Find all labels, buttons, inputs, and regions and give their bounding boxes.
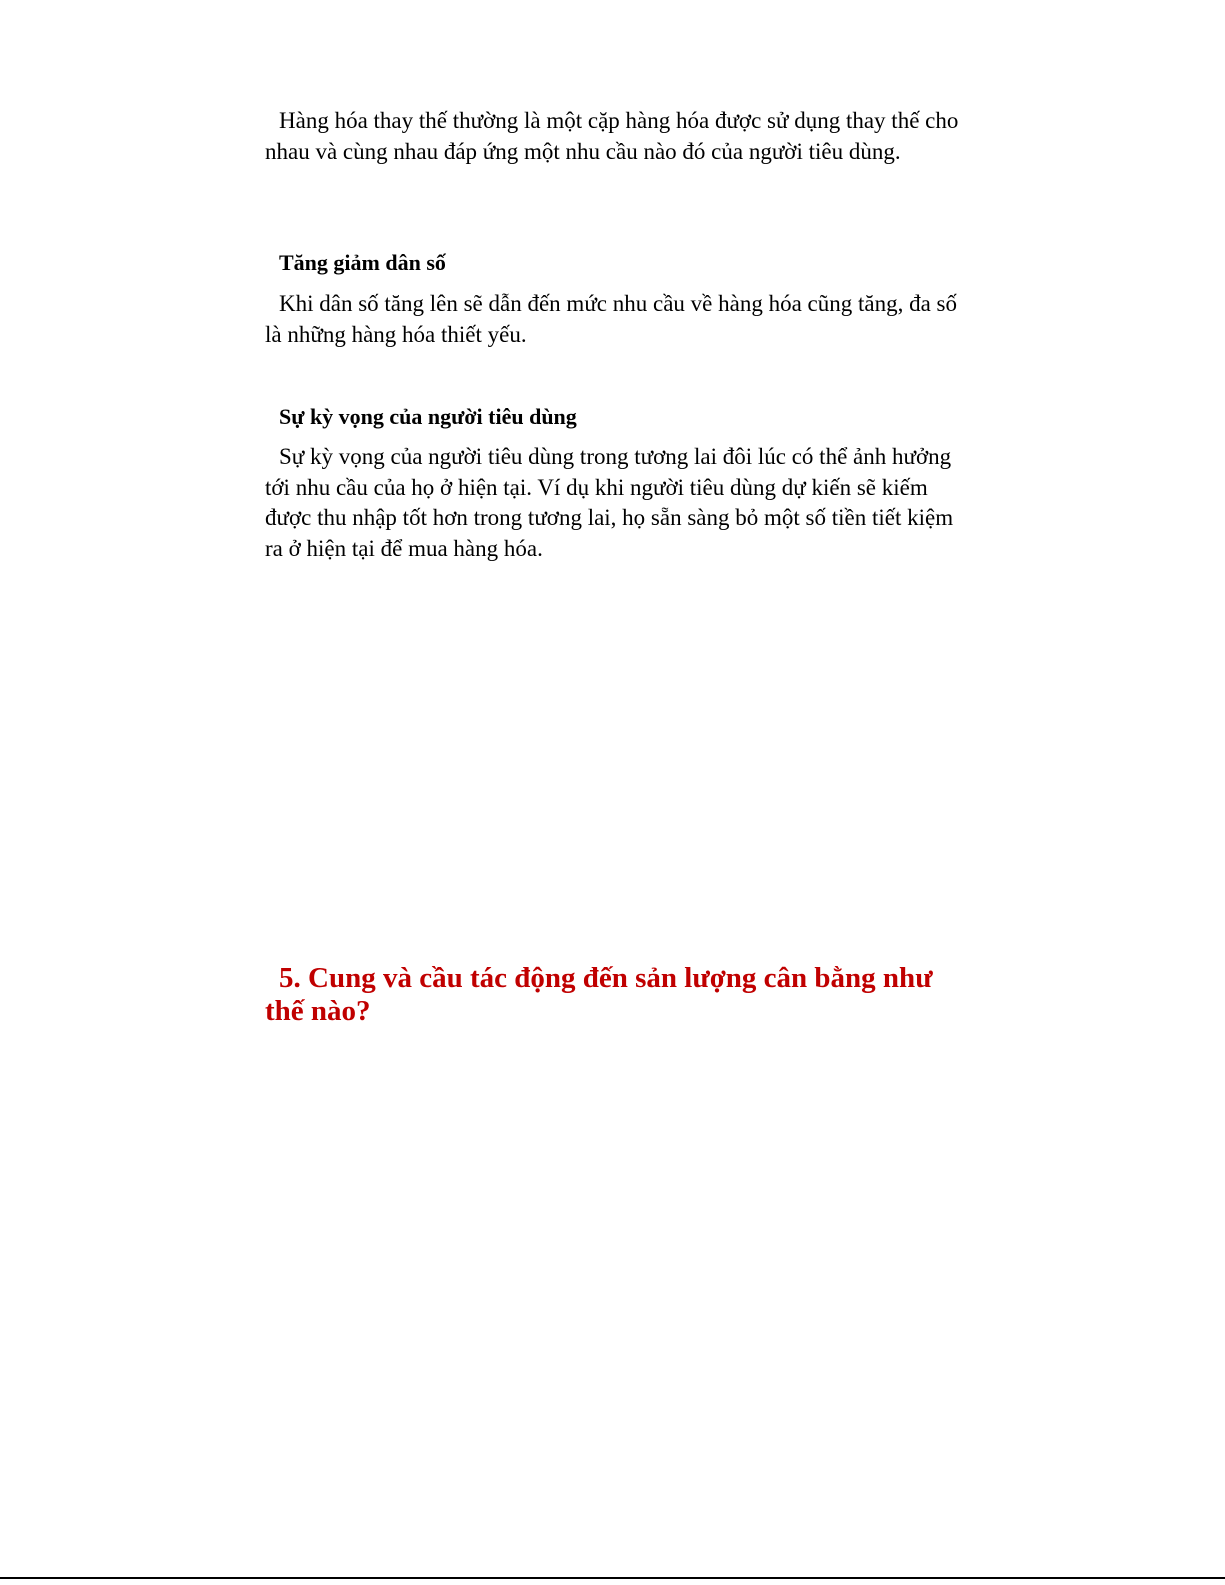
substitute-goods-paragraph: Hàng hóa thay thế thường là một cặp hàng hóa được sử dụng thay thế cho nhau và cùng nhau đáp ứng một nhu cầu nào đó của người tiêu dùng. [265,108,959,164]
expectations-heading: Sự kỳ vọng của người tiêu dùng [279,404,577,429]
population-heading: Tăng giảm dân số [279,250,446,275]
expectations-paragraph: Sự kỳ vọng của người tiêu dùng trong tương lai đôi lúc có thể ảnh hưởng tới nhu cầu của họ ở hiện tại. Ví dụ khi người tiêu dùng dự kiến sẽ kiếm được thu nhập tốt hơn trong tương lai, họ sẵn sàng bỏ một số tiền tiết kiệm ra ở hiện tại để mua hàng hóa. [265,444,954,561]
page-bottom-rule [0,1577,1225,1579]
section-5-title: 5. Cung và cầu tác động đến sản lượng cân bằng như thế nào? [265,962,933,1027]
population-paragraph: Khi dân số tăng lên sẽ dẫn đến mức nhu cầu về hàng hóa cũng tăng, đa số là những hàng hóa thiết yếu. [265,291,958,347]
